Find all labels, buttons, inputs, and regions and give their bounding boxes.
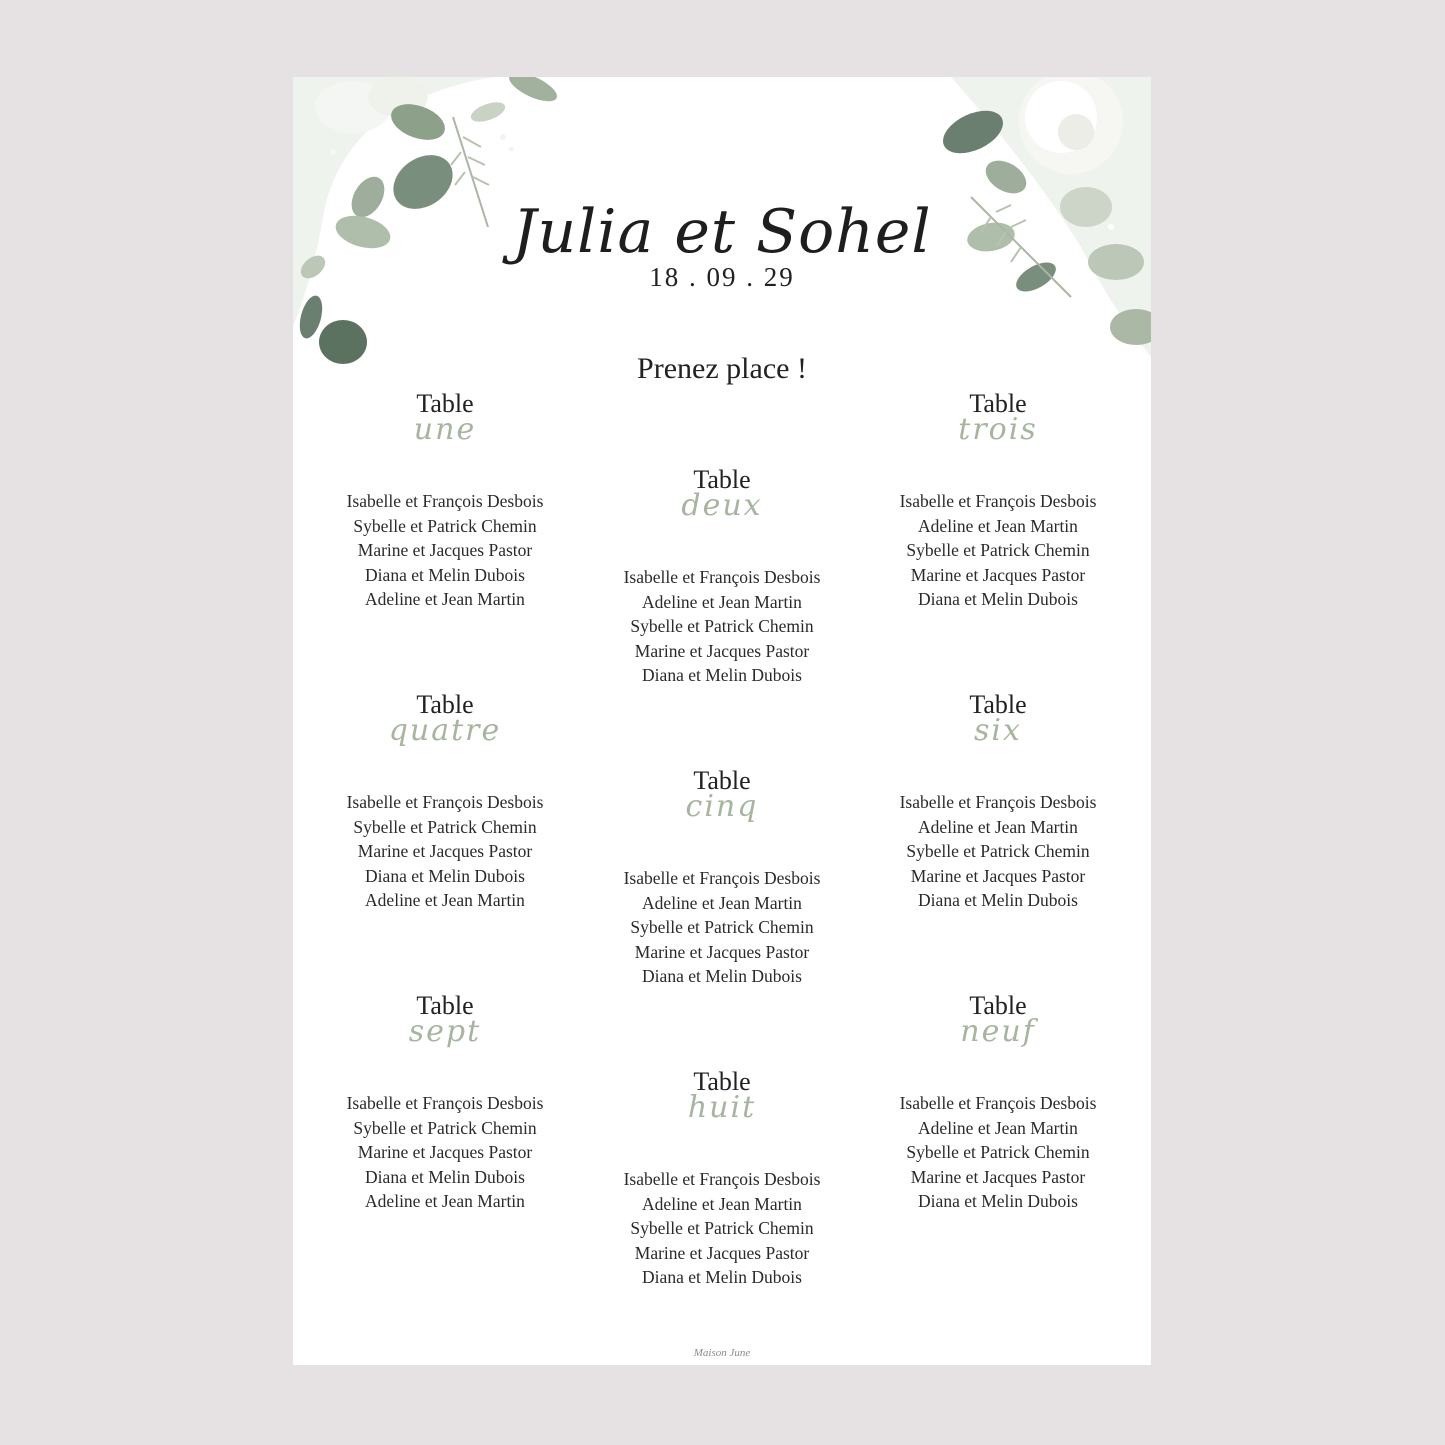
guest-entry: Adeline et Jean Martin: [642, 1193, 802, 1214]
guest-list: [584, 1167, 860, 1290]
guest-entry: Isabelle et François Desbois: [623, 868, 821, 888]
guest-entry: Marine et Jacques Pastor: [634, 941, 810, 962]
guest-entry: Adeline et Jean Martin: [918, 816, 1078, 837]
table-name: six: [974, 713, 1022, 748]
table-block-deux: [584, 465, 860, 688]
brand-footer: Maison June: [693, 1347, 751, 1359]
guest-entry: Adeline et Jean Martin: [365, 589, 525, 609]
guest-entry: Isabelle et François Desbois: [899, 491, 1097, 511]
couple-names-title: Julia et Sohel: [512, 197, 932, 267]
guest-entry: Marine et Jacques Pastor: [910, 564, 1086, 585]
table-block-une: [307, 389, 583, 612]
guest-list: [860, 489, 1136, 612]
guest-entry: Adeline et Jean Martin: [642, 892, 802, 913]
table-label: Table: [969, 991, 1027, 1020]
guest-entry: Isabelle et François Desbois: [899, 1093, 1097, 1113]
guest-entry: Adeline et Jean Martin: [365, 1191, 525, 1211]
guest-entry: Diana et Melin Dubois: [918, 589, 1078, 609]
guest-list: [307, 1091, 583, 1214]
guest-list: [860, 1091, 1136, 1214]
table-label: Table: [693, 465, 751, 494]
prenez-place-subtitle: Prenez place !: [637, 352, 807, 385]
table-block-quatre: [307, 690, 583, 913]
guest-list: [584, 866, 860, 989]
table-name: une: [413, 412, 477, 447]
guest-entry: Diana et Melin Dubois: [365, 865, 525, 886]
guest-entry: Diana et Melin Dubois: [365, 564, 525, 585]
wedding-date: 18 . 09 . 29: [649, 262, 795, 292]
guest-list: [860, 790, 1136, 913]
guest-entry: Isabelle et François Desbois: [346, 491, 544, 511]
guest-entry: Sybelle et Patrick Chemin: [906, 1142, 1090, 1162]
guest-entry: Adeline et Jean Martin: [918, 1117, 1078, 1138]
guest-entry: Sybelle et Patrick Chemin: [906, 841, 1090, 861]
guest-entry: Diana et Melin Dubois: [918, 890, 1078, 910]
guest-entry: Adeline et Jean Martin: [365, 890, 525, 910]
guest-entry: Adeline et Jean Martin: [918, 515, 1078, 536]
guest-list: [307, 790, 583, 913]
table-name: cinq: [685, 789, 759, 824]
guest-entry: Marine et Jacques Pastor: [357, 841, 533, 861]
table-name: huit: [687, 1090, 757, 1125]
guest-list: [584, 565, 860, 688]
table-name: quatre: [388, 713, 502, 748]
guest-entry: Diana et Melin Dubois: [365, 1166, 525, 1187]
table-block-neuf: [860, 991, 1136, 1214]
table-name: deux: [681, 488, 763, 523]
table-label: Table: [416, 389, 474, 418]
guest-entry: Diana et Melin Dubois: [642, 966, 802, 986]
table-block-huit: [584, 1067, 860, 1290]
guest-entry: Isabelle et François Desbois: [623, 567, 821, 587]
table-label: Table: [969, 389, 1027, 418]
table-label: Table: [416, 690, 474, 719]
table-block-sept: [307, 991, 583, 1214]
guest-entry: Isabelle et François Desbois: [899, 792, 1097, 812]
guest-entry: Isabelle et François Desbois: [623, 1169, 821, 1189]
guest-entry: Marine et Jacques Pastor: [357, 1142, 533, 1162]
guest-entry: Diana et Melin Dubois: [642, 665, 802, 685]
table-label: Table: [969, 690, 1027, 719]
table-label: Table: [416, 991, 474, 1020]
table-name: sept: [408, 1014, 482, 1049]
table-name: neuf: [960, 1014, 1036, 1049]
table-label: Table: [693, 1067, 751, 1096]
guest-list: [307, 489, 583, 612]
guest-entry: Sybelle et Patrick Chemin: [630, 1218, 814, 1238]
table-block-cinq: [584, 766, 860, 989]
guest-entry: Sybelle et Patrick Chemin: [630, 917, 814, 937]
guest-entry: Marine et Jacques Pastor: [357, 540, 533, 560]
seating-chart-sheet: [293, 77, 1151, 1365]
guest-entry: Diana et Melin Dubois: [642, 1267, 802, 1287]
guest-entry: Isabelle et François Desbois: [346, 1093, 544, 1113]
table-block-trois: [860, 389, 1136, 612]
guest-entry: Sybelle et Patrick Chemin: [353, 515, 537, 536]
guest-entry: Adeline et Jean Martin: [642, 591, 802, 612]
guest-entry: Marine et Jacques Pastor: [910, 1166, 1086, 1187]
guest-entry: Sybelle et Patrick Chemin: [353, 816, 537, 837]
guest-entry: Marine et Jacques Pastor: [910, 865, 1086, 886]
guest-entry: Sybelle et Patrick Chemin: [630, 616, 814, 636]
guest-entry: Diana et Melin Dubois: [918, 1191, 1078, 1211]
guest-entry: Sybelle et Patrick Chemin: [353, 1117, 537, 1138]
guest-entry: Isabelle et François Desbois: [346, 792, 544, 812]
table-label: Table: [693, 766, 751, 795]
table-name: trois: [958, 412, 1038, 447]
table-block-six: [860, 690, 1136, 913]
guest-entry: Marine et Jacques Pastor: [634, 1242, 810, 1263]
guest-entry: Sybelle et Patrick Chemin: [906, 540, 1090, 560]
guest-entry: Marine et Jacques Pastor: [634, 640, 810, 661]
